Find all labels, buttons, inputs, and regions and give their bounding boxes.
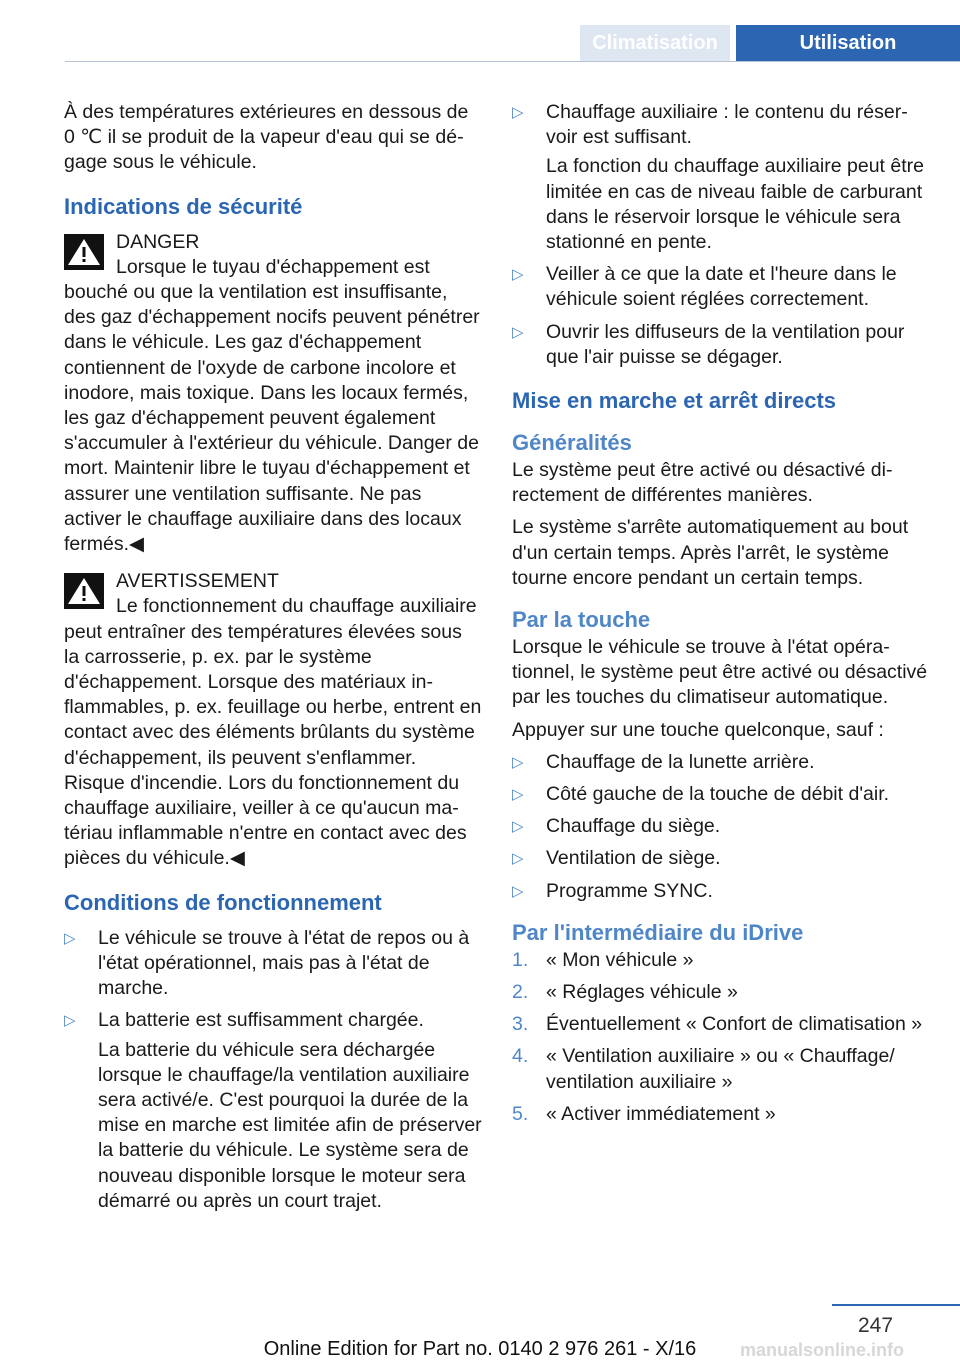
danger-body: Lorsque le tuyau d'échappement est bouché ou que la ventilation est insuffisante, des gaz d'échappement nocifs peuvent pénétrer dans le véhicule. Les gaz d'échappement contiennent de l'oxyde de carbone incolore et inodore, mais toxique. Dans les locaux fermés, les gaz d'échappement peuvent également s'accumuler à l'extérieur du véhicule. Danger de mort. Maintenir libre le tuyau d'échappement et assurer une ventilation suffisante. Ne pas activer le chauffage auxiliaire dans des locaux fermés.◀ [64, 255, 480, 556]
footer-rule [832, 1304, 960, 1306]
warning-notice [64, 569, 482, 871]
list-item-text: Ouvrir les diffuseurs de la ventilation pour que l'air puisse se dégager. [546, 320, 905, 368]
conditions-heading: Conditions de fonctionnement [64, 889, 382, 915]
danger-title: DANGER [116, 230, 200, 253]
step-text: « Mon véhicule » [546, 948, 694, 971]
edition-line: Online Edition for Part no. 0140 2 976 261 - X/16 [263, 1338, 697, 1360]
step-number: 3. [512, 1013, 529, 1036]
step-text: « Ventilation auxiliaire » ou « Chauffage/ ventilation auxiliaire » [546, 1045, 895, 1093]
list-item-text: Chauffage de la lunette arrière. [546, 750, 815, 773]
triangle-bullet-icon: ▷ [512, 323, 524, 341]
watermark: manualsonline.info [740, 1340, 905, 1360]
list-item [512, 879, 930, 904]
button-paragraph-2: Appuyer sur une touche quelconque, sauf : [512, 718, 884, 741]
step-item [512, 948, 930, 973]
list-item [64, 926, 482, 1002]
triangle-bullet-icon: ▷ [64, 1012, 76, 1030]
intro-paragraph: À des températures extérieures en dessous de 0 ℃ il se produit de la vapeur d'eau qui se dégage sous le véhicule. [64, 101, 469, 174]
list-item-text: Programme SYNC. [546, 879, 713, 902]
step-text: « Activer immédiatement » [546, 1102, 776, 1125]
general-paragraph-1: Le système peut être activé ou désactivé directement de différentes manières. [512, 459, 893, 507]
page-number: 247 [858, 1314, 894, 1337]
list-item-text: La batterie est suffisamment chargée. [98, 1009, 424, 1032]
button-paragraph-1: Lorsque le véhicule se trouve à l'état opérationnel, le système peut être activé ou désactivé par les touches du climatiseur automatique. [512, 636, 928, 709]
idrive-heading: Par l'intermédiaire du iDrive [512, 919, 804, 945]
triangle-bullet-icon: ▷ [512, 818, 524, 836]
triangle-bullet-icon: ▷ [512, 104, 524, 121]
chapter-tab-utilisation: Utilisation [736, 25, 960, 61]
list-item [512, 750, 930, 775]
left-column [64, 100, 482, 1221]
section-tab-climatisation: Climatisation [580, 25, 730, 61]
danger-notice [64, 230, 482, 558]
step-number: 2. [512, 981, 529, 1004]
direct-heading: Mise en marche et arrêt directs [512, 388, 837, 414]
list-item [512, 100, 930, 255]
step-item [512, 1102, 930, 1127]
list-item-text: Veiller à ce que la date et l'heure dans le véhicule soient réglées correctement. [546, 263, 897, 311]
warning-body: Le fonctionnement du chauffage auxiliaire peut entraîner des températures élevées sous la carrosserie, p. ex. par le système d'échappement. Lorsque des matériaux inflammables, p. ex. feuillage ou herbe, entrent en contact avec des éléments brûlants du système d'échappement, ils peuvent s'enflammer. Risque d'incendie. Lors du fonctionnement du chauffage auxiliaire, veiller à ce qu'aucun matériau inflammable n'entre en contact avec des pièces du véhicule.◀ [64, 595, 482, 870]
list-item-note: La fonction du chauffage auxiliaire peut être limitée en cas de niveau faible de carburant dans le réservoir lorsque le véhicule sera stationné en pente. [546, 155, 924, 254]
list-item-note: La batterie du véhicule sera déchargée lorsque le chauffage/la ventilation auxiliaire sera activé/e. C'est pourquoi la durée de la mise en marche est limitée afin de préserver la batterie du véhicule. Le système sera de nouveau disponible lorsque le moteur sera démarré ou après un court trajet. [98, 1038, 482, 1212]
general-heading: Généralités [512, 430, 632, 456]
triangle-bullet-icon: ▷ [512, 753, 524, 771]
list-item [512, 846, 930, 871]
warning-triangle-icon [64, 234, 104, 270]
triangle-bullet-icon: ▷ [512, 850, 524, 868]
list-item-text: Ventilation de siège. [546, 847, 721, 870]
list-item-text: Côté gauche de la touche de débit d'air. [546, 783, 890, 806]
list-item [64, 1008, 482, 1214]
button-heading: Par la touche [512, 607, 651, 633]
step-number: 4. [512, 1045, 529, 1068]
step-item [512, 1044, 930, 1094]
safety-heading: Indications de sécurité [64, 193, 303, 219]
list-item [512, 320, 930, 370]
step-item [512, 1012, 930, 1037]
triangle-bullet-icon: ▷ [64, 929, 76, 947]
warning-triangle-icon [64, 573, 104, 609]
triangle-bullet-icon: ▷ [512, 882, 524, 900]
right-column [512, 100, 930, 1134]
list-item [512, 782, 930, 807]
list-item [512, 814, 930, 839]
list-item-text: Le véhicule se trouve à l'état de repos ou à l'état opérationnel, mais pas à l'état de marche. [98, 926, 470, 1000]
triangle-bullet-icon: ▷ [512, 786, 524, 804]
step-number: 1. [512, 948, 529, 971]
list-item [512, 262, 930, 312]
list-item-text: Chauffage auxiliaire : le contenu du réservoir est suffisant. [546, 101, 908, 149]
step-text: « Réglages véhicule » [546, 981, 738, 1004]
triangle-bullet-icon: ▷ [512, 266, 524, 284]
step-item [512, 980, 930, 1005]
list-item-text: Chauffage du siège. [546, 815, 721, 838]
step-text: Éventuellement « Confort de climatisation » [546, 1013, 923, 1036]
header-rule [65, 61, 960, 62]
warning-title: AVERTISSEMENT [116, 570, 279, 593]
step-number: 5. [512, 1102, 529, 1125]
general-paragraph-2: Le système s'arrête automatiquement au bout d'un certain temps. Après l'arrêt, le système tourne encore pendant un certain temps. [512, 516, 909, 589]
